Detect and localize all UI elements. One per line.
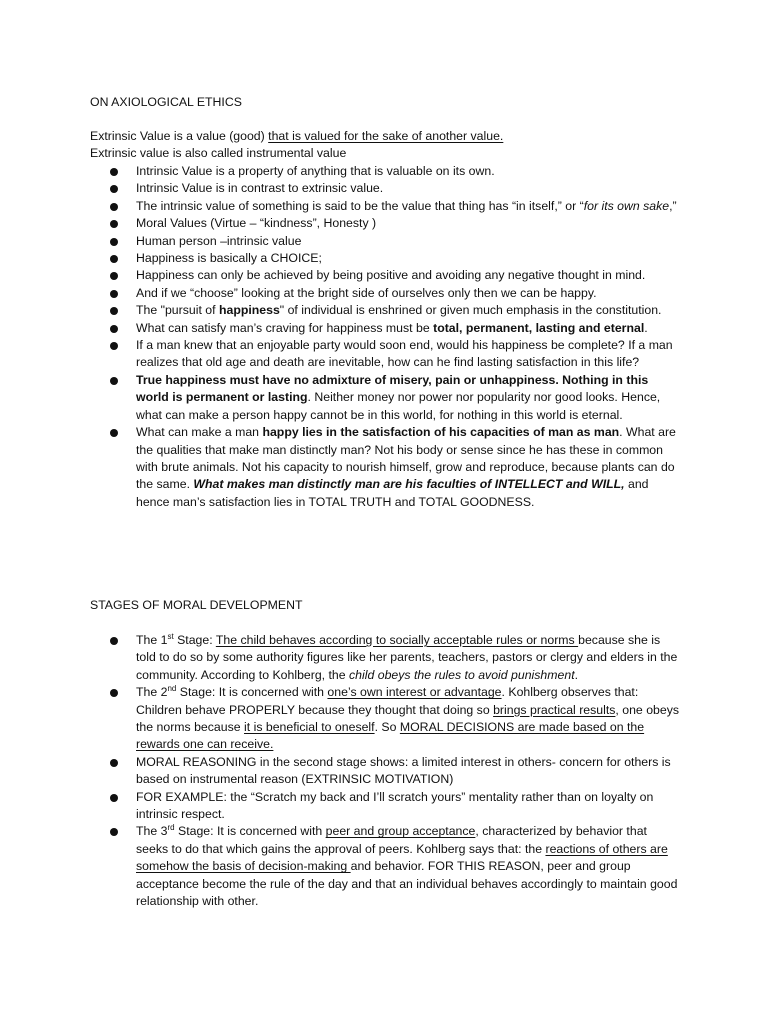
italic-text: child obeys the rules to avoid punishment	[349, 667, 575, 682]
underlined-phrase: brings practical results	[493, 702, 616, 717]
bold-text: total, permanent, lasting and eternal	[433, 320, 645, 335]
bold-text: happy lies in the satisfaction of his capacities of man as man	[262, 425, 620, 440]
italic-text: for its own sake	[583, 198, 670, 213]
bullet-icon	[110, 185, 118, 193]
underlined-phrase: The child behaves according to socially acceptable rules or norms	[215, 633, 579, 647]
list-item	[90, 320, 682, 337]
item-text: MORAL REASONING in the second stage shows: a limited interest in others- concern for others is based on instrumental reason (EXTRINSIC MOTIVATION)	[136, 754, 671, 787]
superscript: nd	[167, 684, 177, 694]
intro-line-instrumental: Extrinsic value is also called instrumental value	[90, 146, 347, 161]
item-text: Happiness is basically a CHOICE;	[136, 251, 322, 266]
item-text: What can make a man	[136, 425, 263, 440]
item-text: The 3	[136, 824, 168, 839]
item-text: Intrinsic Value is in contrast to extrinsic value.	[136, 181, 384, 196]
underlined-phrase: MORAL DECISIONS are made based on the rewards one can receive.	[136, 720, 645, 752]
item-text: and hence man’s satisfaction lies in TOTAL TRUTH and TOTAL GOODNESS.	[136, 477, 649, 509]
item-text: The "pursuit of	[136, 303, 219, 318]
bullet-icon	[110, 377, 118, 385]
bullet-icon	[110, 325, 118, 333]
bullet-icon	[110, 238, 118, 246]
intro-line-extrinsic-value	[90, 128, 690, 145]
item-text: . So	[374, 720, 400, 735]
item-text: Intrinsic Value is a property of anything that is valuable on its own.	[136, 164, 495, 178]
list-item	[90, 267, 682, 284]
bullet-icon	[110, 689, 118, 697]
item-text: Stage:	[173, 633, 216, 647]
item-text: The 2	[136, 685, 168, 700]
superscript: rd	[167, 823, 175, 833]
item-text: FOR EXAMPLE: the “Scratch my back and I’ll scratch yours” mentality rather than on loyalty on intrinsic respect.	[136, 789, 654, 822]
list-item	[90, 684, 682, 754]
bullet-icon	[110, 272, 118, 280]
item-text: Moral Values (Virtue – “kindness”, Honesty )	[136, 216, 377, 231]
list-item	[90, 215, 682, 232]
item-text: Stage: It is concerned with	[176, 685, 328, 700]
bold-text: happiness	[218, 303, 280, 318]
list-item	[90, 250, 682, 267]
superscript: st	[167, 631, 174, 641]
list-item	[90, 754, 682, 789]
moral-development-bullet-list	[90, 632, 682, 911]
bullet-icon	[110, 307, 118, 315]
bullet-icon	[110, 168, 118, 176]
underlined-phrase: peer and group acceptance	[325, 824, 476, 839]
bullet-icon	[110, 794, 118, 802]
list-item	[90, 789, 682, 824]
section-title-moral-development: STAGES OF MORAL DEVELOPMENT	[90, 598, 303, 612]
item-text: and behavior. FOR THIS REASON, peer and group acceptance become the rule of the day and that an individual behaves accordingly to maintain good relationship with other.	[136, 859, 678, 909]
bullet-icon	[110, 429, 118, 437]
bullet-icon	[110, 342, 118, 350]
item-text: Stage: It is concerned with	[174, 824, 326, 839]
underlined-phrase: one’s own interest or advantage	[327, 685, 502, 700]
underlined-phrase: that is valued for the sake of another value.	[268, 129, 504, 143]
item-text: And if we “choose” looking at the bright side of ourselves only then we can be happy.	[136, 285, 597, 300]
list-item	[90, 302, 682, 319]
item-text: .	[644, 320, 648, 335]
intro-text: Extrinsic Value is a value (good)	[90, 129, 269, 143]
item-text: because she is told to do so by some authority figures like her parents, teachers, pastors or clergy and elders in the community. According to Kohlberg, the	[136, 633, 678, 682]
axiology-bullet-list	[90, 163, 682, 511]
bullet-icon	[110, 759, 118, 767]
item-text: , one obeys the norms because	[136, 702, 680, 735]
bold-italic-inner: What makes man distinctly man are his faculties of INTELLECT and WILL,	[193, 477, 625, 492]
underlined-phrase: it is beneficial to oneself	[244, 720, 375, 735]
list-item	[90, 632, 682, 684]
list-item	[90, 163, 682, 180]
item-text: , characterized by behavior that seeks to do that which gains the approval of peers. Kohlberg says that: the	[136, 824, 647, 856]
list-item	[90, 372, 682, 424]
item-text: Human person –intrinsic value	[136, 233, 302, 248]
intro-block	[90, 128, 690, 163]
item-text: The 1	[136, 633, 168, 647]
list-item	[90, 180, 682, 197]
list-item	[90, 285, 682, 302]
item-text: . What are the qualities that make man distinctly man? Not his body or sense since he has these in common with brute animals. Not his capacity to nourish himself, grow and reproduce, because plants can do the same.	[136, 425, 676, 492]
list-item	[90, 337, 682, 372]
list-item	[90, 233, 682, 250]
list-item	[90, 823, 682, 910]
bullet-icon	[110, 203, 118, 211]
item-text: Happiness can only be achieved by being positive and avoiding any negative thought in mind.	[136, 268, 646, 283]
item-text: ,”	[669, 198, 677, 213]
section-title-axiological-ethics: ON AXIOLOGICAL ETHICS	[90, 95, 242, 109]
bold-italic-text	[193, 477, 624, 491]
item-text: What can satisfy man’s craving for happiness must be	[136, 320, 434, 335]
item-text: The intrinsic value of something is said to be the value that thing has “in itself,” or “	[136, 198, 584, 213]
item-text: . Neither money nor power nor popularity nor good looks. Hence, what can make a person happy cannot be in this world, for nothing in this world is eternal.	[136, 390, 661, 422]
item-text: .	[574, 667, 579, 682]
bullet-icon	[110, 220, 118, 228]
bold-text: True happiness must have no admixture of misery, pain or unhappiness. Nothing in this world is permanent or lasting	[136, 372, 649, 405]
item-text: " of individual is enshrined or given much emphasis in the constitution.	[279, 303, 662, 318]
bullet-icon	[110, 255, 118, 263]
list-item	[90, 198, 682, 215]
item-text: If a man knew that an enjoyable party would soon end, would his happiness be complete? If a man realizes that old age and death are inevitable, how can he find lasting satisfaction in this life?	[136, 338, 673, 370]
item-text: . Kohlberg observes that: Children behave PROPERLY because they thought that doing so	[136, 685, 639, 717]
underlined-phrase: reactions of others are somehow the basis of decision-making	[136, 841, 668, 874]
bullet-icon	[110, 637, 118, 645]
bullet-icon	[110, 290, 118, 298]
bullet-icon	[110, 828, 118, 836]
list-item	[90, 424, 682, 511]
